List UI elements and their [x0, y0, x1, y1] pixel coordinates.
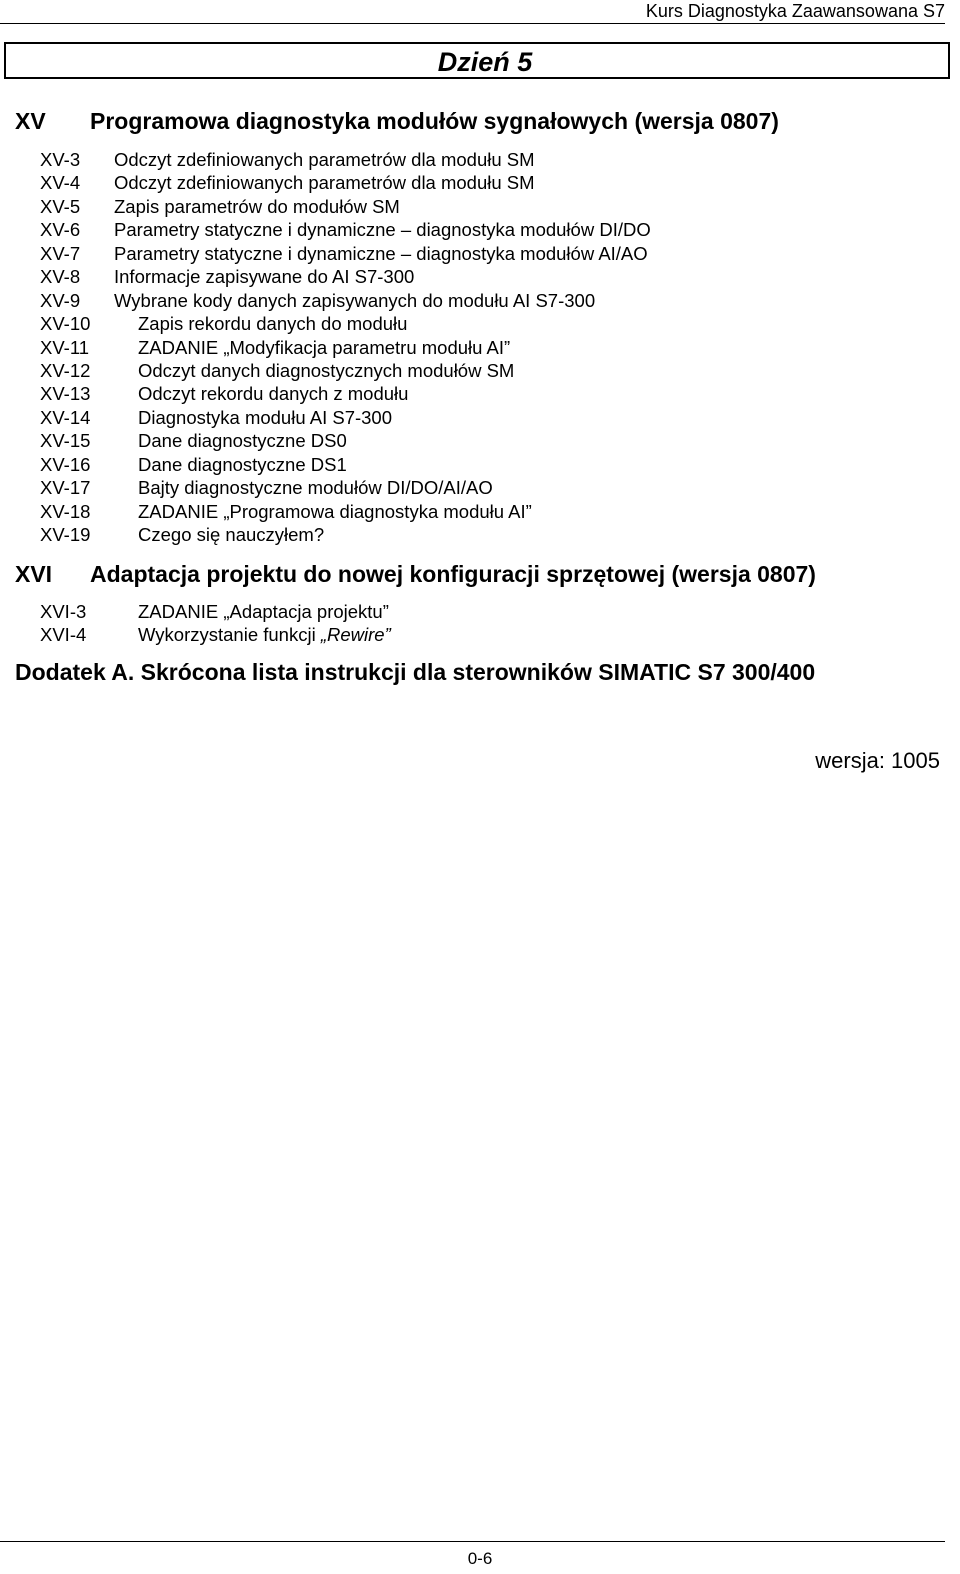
toc-item-title-prefix: Wykorzystanie funkcji	[138, 624, 321, 646]
toc-item-title: Czego się nauczyłem?	[138, 524, 325, 545]
toc-item-number: XV-10	[40, 313, 91, 335]
toc-item-title: Odczyt danych diagnostycznych modułów SM	[138, 359, 515, 381]
toc-item-number: XV-11	[40, 336, 90, 358]
toc-item-title: Diagnostyka modułu AI S7-300	[138, 406, 393, 428]
toc-item	[0, 429, 960, 452]
toc-item-title	[138, 623, 391, 646]
toc-item	[0, 171, 960, 194]
toc-item-title: Parametry statyczne i dynamiczne – diagnostyka modułów AI/AO	[114, 242, 648, 264]
appendix-heading: Dodatek A. Skrócona lista instrukcji dla sterowników SIMATIC S7 300/400	[15, 659, 816, 685]
toc-item-title: Odczyt zdefiniowanych parametrów dla modułu SM	[114, 149, 535, 170]
toc-item-number: XV-13	[40, 383, 91, 405]
toc-item	[0, 218, 960, 241]
toc-item-number: XV-14	[40, 406, 91, 428]
toc-item	[0, 523, 960, 546]
section-title: Adaptacja projektu do nowej konfiguracji sprzętowej (wersja 0807)	[90, 561, 816, 587]
toc-item-number: XV-3	[40, 149, 81, 170]
day-title: Dzień 5	[437, 47, 533, 77]
header-rule	[0, 23, 945, 24]
toc-item	[0, 265, 960, 288]
toc-item	[0, 382, 960, 405]
toc-item	[0, 195, 960, 218]
toc-item-number: XV-8	[40, 266, 81, 288]
toc-item-number: XV-16	[40, 453, 91, 475]
toc-item-number: XV-7	[40, 242, 81, 264]
toc-item-number: XV-5	[40, 195, 81, 217]
toc-list-xv	[0, 148, 960, 546]
toc-item-title: Parametry statyczne i dynamiczne – diagnostyka modułów DI/DO	[114, 219, 651, 241]
toc-item	[0, 359, 960, 382]
toc-item	[0, 336, 960, 359]
version-label: wersja: 1005	[815, 748, 940, 773]
running-header: Kurs Diagnostyka Zaawansowana S7	[645, 1, 945, 21]
toc-item	[0, 500, 960, 523]
toc-item-title: Zapis parametrów do modułów SM	[114, 195, 400, 217]
toc-item	[0, 289, 960, 312]
day-title-box	[4, 42, 950, 79]
toc-item-title: ZADANIE „Modyfikacja parametru modułu AI”	[138, 336, 511, 358]
toc-item-title: Odczyt zdefiniowanych parametrów dla modułu SM	[114, 172, 535, 194]
toc-item	[0, 406, 960, 429]
toc-item	[0, 148, 960, 171]
toc-item-title-italic: „Rewire”	[320, 624, 391, 646]
toc-item	[0, 476, 960, 499]
toc-item	[0, 312, 960, 335]
toc-item-title: Wybrane kody danych zapisywanych do modułu AI S7-300	[114, 289, 596, 311]
toc-item-number: XV-15	[40, 430, 91, 452]
toc-item-number: XV-4	[40, 172, 81, 194]
toc-item-number: XV-9	[40, 289, 81, 311]
toc-item-number: XV-19	[40, 524, 91, 545]
toc-item-title: Dane diagnostyczne DS0	[138, 430, 347, 452]
toc-item	[0, 623, 960, 646]
toc-item-title: Dane diagnostyczne DS1	[138, 453, 347, 475]
toc-item-number: XV-18	[40, 500, 91, 522]
section-number: XV	[15, 108, 46, 134]
toc-item-number: XV-6	[40, 219, 81, 241]
toc-item-number: XV-12	[40, 359, 91, 381]
toc-item	[0, 242, 960, 265]
toc-item-title: Odczyt rekordu danych z modułu	[138, 383, 409, 405]
toc-item	[0, 600, 960, 623]
toc-item-title: ZADANIE „Adaptacja projektu”	[138, 601, 389, 622]
toc-item-number: XVI-3	[40, 601, 87, 622]
toc-item-title: Bajty diagnostyczne modułów DI/DO/AI/AO	[138, 477, 493, 499]
toc-item-number: XVI-4	[40, 624, 87, 646]
toc-list-xvi	[0, 600, 960, 647]
toc-item-title: ZADANIE „Programowa diagnostyka modułu AI”	[138, 500, 532, 522]
toc-item-title: Informacje zapisywane do AI S7-300	[114, 266, 415, 288]
toc-item-number: XV-17	[40, 477, 91, 499]
section-number: XVI	[15, 561, 53, 587]
toc-item	[0, 453, 960, 476]
section-title: Programowa diagnostyka modułów sygnałowych (wersja 0807)	[90, 108, 779, 134]
toc-item-title: Zapis rekordu danych do modułu	[138, 313, 408, 335]
footer-rule	[0, 1541, 945, 1542]
page-number: 0-6	[467, 1549, 493, 1568]
